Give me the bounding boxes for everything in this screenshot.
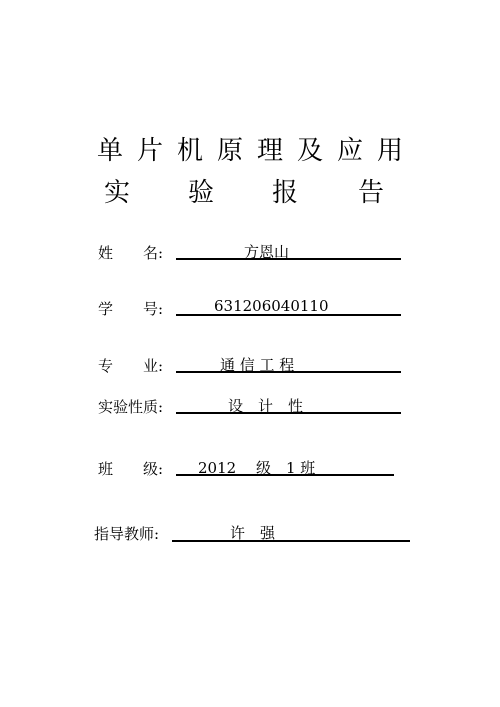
name-value: 方恩山 [244,243,290,261]
student-id-value: 631206040110 [214,297,329,315]
advisor-underline [172,540,410,542]
major-label: 专 业: [98,357,164,375]
nature-label: 实验性质: [98,398,164,416]
student-id-label: 学 号: [98,300,164,318]
name-row [0,242,500,264]
advisor-value: 许 强 [230,524,276,542]
report-title-char-4: 告 [358,178,385,208]
name-label: 姓 名: [98,244,164,262]
major-value: 通 信 工 程 [220,356,295,374]
class-label: 班 级: [98,460,164,478]
advisor-label: 指导教师: [94,525,160,543]
nature-value: 设 计 性 [228,397,304,415]
class-row [0,458,500,480]
class-value: 2012 级 1 班 [198,459,316,477]
report-title-char-2: 验 [188,178,215,208]
report-title-char-1: 实 [104,178,131,208]
major-row [0,355,500,377]
report-title-char-3: 报 [272,178,299,208]
student-id-row [0,298,500,320]
advisor-row [0,523,500,545]
course-title: 单片机原理及应用 [96,136,417,166]
nature-row [0,396,500,418]
